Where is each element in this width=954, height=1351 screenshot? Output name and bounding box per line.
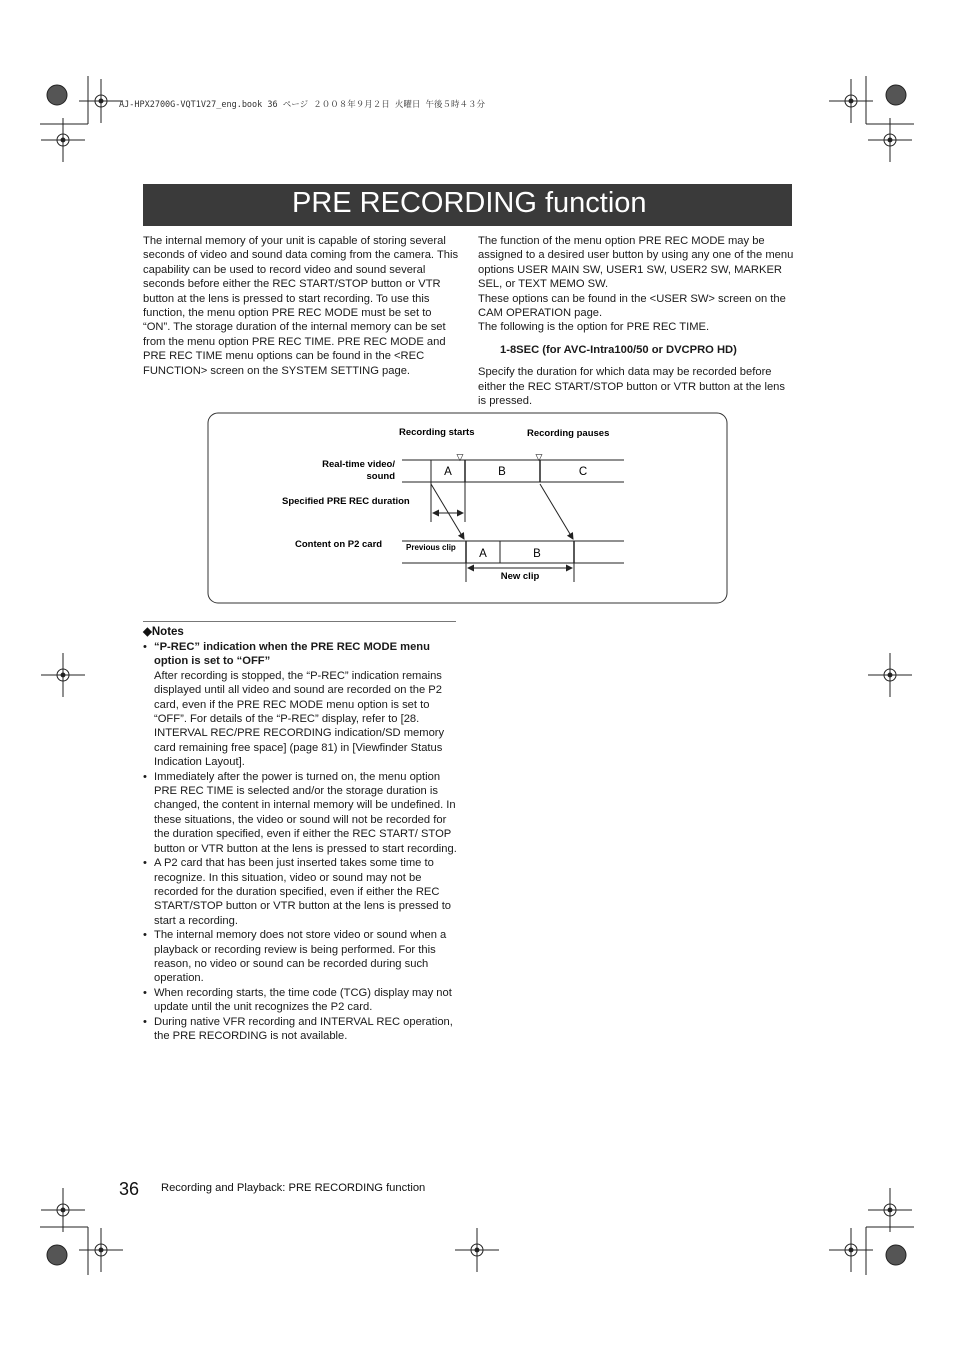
note-item-text: Immediately after the power is turned on, the menu option PRE REC TIME is selected and/or the storage duration is changed, the content in internal memory will be undefined. In these situations, the video or sound will not be recorded for the duration specified, even if either the REC START/ STOP button or VTR button at the lens is pressed to start recording. (154, 770, 457, 855)
registration-disc-icon (886, 85, 906, 105)
intro-paragraph: The internal memory of your unit is capable of storing several seconds of video and sound data coming from the camera. This capability can be used to record video and sound several seconds before either the REC START/STOP button or VTR button at the lens is pressed to start recording. To use this function, the menu option PRE REC MODE must be set to “ON”. The storage duration of the internal memory can be set from the menu option PRE REC TIME. PRE REC MODE and PRE REC TIME menu options can be found in the <REC FUNCTION> screen on the SYSTEM SETTING page. (143, 235, 459, 377)
segment-b: B (498, 466, 506, 478)
registration-disc-icon (47, 1245, 67, 1265)
content-label: Content on P2 card (295, 539, 383, 550)
assign-paragraph: The function of the menu option PRE REC MODE may be assigned to a desired user button by using any one of the menu options USER MAIN SW, USER1 SW, USER2 SW, MARKER SEL, or TEXT MEMO SW. (478, 235, 794, 291)
note-item-text: A P2 card that has been just inserted takes some time to recognize. In this situation, video or sound may not be recorded for the duration specified, even if either the REC START/STOP button or VTR button at the lens is pressed to start a recording. (154, 857, 452, 927)
note-item (143, 640, 458, 770)
notes-title: Notes (151, 626, 184, 638)
note-item-text: The internal memory does not store video or sound when a playback or recording review is being performed. For this reason, no video or sound can be recorded during such operation. (154, 929, 447, 985)
note-item-text: When recording starts, the time code (TCG) display may not update until the unit recognizes the P2 card. (154, 986, 452, 1014)
duration-label: Specified PRE REC duration (282, 496, 410, 507)
diamond-icon: ◆ (143, 626, 152, 638)
crosshair-target-icon (868, 653, 912, 697)
crosshair-target-icon (868, 118, 912, 162)
title-bar (143, 184, 792, 226)
start-marker-icon: ▽ (456, 452, 464, 462)
crosshair-target-icon (41, 1188, 85, 1232)
notes-divider (143, 621, 456, 622)
option-intro-paragraph: The following is the option for PRE REC TIME. (478, 321, 710, 334)
notes-list (143, 640, 458, 1043)
notes-heading (143, 624, 184, 638)
crosshair-target-icon (79, 1228, 123, 1272)
crosshair-target-icon (41, 118, 85, 162)
realtime-label-line2: sound (366, 471, 395, 482)
realtime-label-line1: Real-time video/ (322, 459, 395, 470)
diagram-frame (208, 413, 727, 603)
crosshair-target-icon (455, 1228, 499, 1272)
print-header: AJ-HPX2700G-VQT1V27_eng.book 36 ページ ２００８年９月２日 火曜日 午後５時４３分 (119, 100, 485, 110)
card-segment-a: A (479, 548, 487, 560)
duration-indicator (431, 482, 465, 522)
recording-pauses-label: Recording pauses (527, 428, 610, 439)
card-segment-b: B (533, 548, 541, 560)
crosshair-target-icon (41, 653, 85, 697)
recording-starts-label: Recording starts (399, 427, 475, 438)
registration-disc-icon (886, 1245, 906, 1265)
registration-disc-icon (47, 85, 67, 105)
transfer-arrows (431, 484, 573, 539)
note-item-text: After recording is stopped, the “P-REC” indication remains displayed until all video and sound are recorded on the P2 card, even if the PRE REC MODE menu option is set to “OFF”. For details of the “P-REC” display, refer to [28. INTERVAL REC/PRE RECORDING indication/SD memory card remaining free space] (page 81) in [Viewfinder Status Indication Layout]. (154, 669, 445, 769)
note-item-heading: • “P-REC” indication when the PRE REC MODE menu option is set to “OFF” (154, 641, 430, 668)
previous-clip-label: Previous clip (406, 543, 456, 552)
right-column (478, 234, 794, 408)
page-number: 36 (119, 1179, 140, 1199)
segment-a: A (444, 466, 452, 478)
option-description: Specify the duration for which data may be recorded before either the REC START/STOP button or VTR button at the lens is pressed. (478, 366, 785, 408)
note-item-text: During native VFR recording and INTERVAL REC operation, the PRE RECORDING is not available. (154, 1015, 453, 1042)
realtime-track (402, 460, 624, 482)
note-item (143, 928, 458, 986)
pause-marker-icon: ▽ (535, 452, 543, 462)
footer-section-title: Recording and Playback: PRE RECORDING function (161, 1182, 426, 1194)
segment-c: C (578, 466, 588, 478)
note-item (143, 770, 458, 856)
location-paragraph: These options can be found in the <USER SW> screen on the CAM OPERATION page. (478, 292, 786, 320)
note-item (143, 986, 458, 1015)
page-title: PRE RECORDING function (292, 187, 647, 219)
crosshair-target-icon (79, 79, 123, 123)
option-heading: 1-8SEC (for AVC-Intra100/50 or DVCPRO HD) (500, 343, 737, 356)
note-item (143, 856, 458, 928)
pre-rec-diagram (207, 412, 729, 606)
new-clip-label: New clip (500, 571, 540, 582)
note-item (143, 1015, 458, 1044)
crosshair-target-icon (868, 1188, 912, 1232)
